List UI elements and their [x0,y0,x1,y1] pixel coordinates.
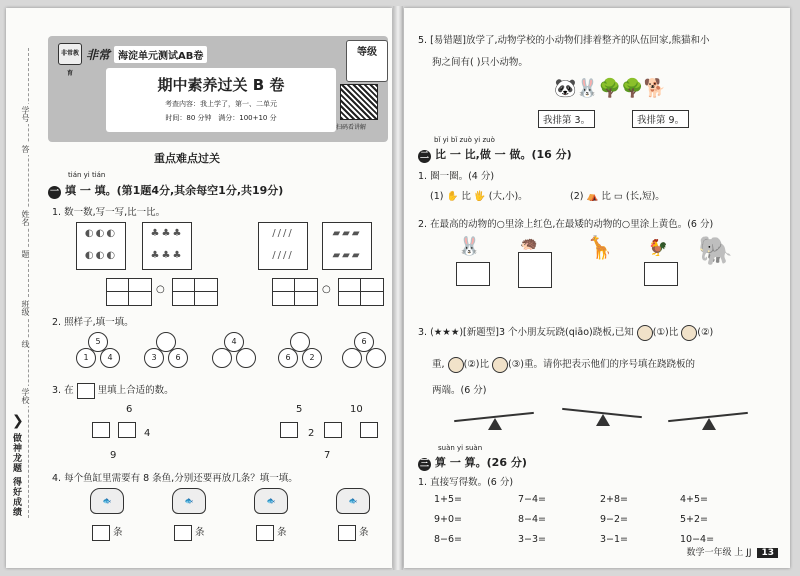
compare-word: 比 [461,191,471,202]
tree-bottom: 9 [110,450,117,461]
tree-value: 4 [144,428,151,439]
rooster-stand [644,262,678,286]
q1-text: 1. 数一数,写一写,比一比。 [52,207,166,218]
equation[interactable]: 9−2= [600,514,629,525]
equation[interactable]: 7−4= [518,494,547,505]
p2q3-line2-b: (②)比 [463,359,489,370]
exam-info [106,113,336,123]
qr-caption: 扫码看讲解 [336,124,367,131]
clover-right[interactable] [236,348,256,368]
giraffe-icon: 🦒 [586,236,614,261]
p2q2-text-b: 里涂上红色,在最矮的动物的 [504,219,622,230]
compare-word: 比 [601,191,611,202]
answer-box[interactable] [280,422,298,438]
page-number: 13 [757,548,778,558]
unit-label: 条 [359,527,369,538]
q4-answer [256,524,287,541]
q4-answer [92,524,123,541]
clover-right[interactable] [366,348,386,368]
p2q3-line3: 两端。(6 分) [432,385,487,396]
p2q3-line2-c: (③)重。请你把表示他们的序号填在跷跷板的 [508,359,695,370]
q4-text: 4. 每个鱼缸里需要有 8 条鱼,分别还要再放几条？填一填。 [52,473,298,484]
answer-box [77,383,95,399]
q3-text-a: 3. 在 [52,385,74,396]
part1-heading [48,182,283,199]
p2q3-line2-a: 重, [432,359,445,370]
slogan: 做神龙题 得好成绩 [11,433,21,518]
clover-left: 3 [144,348,164,368]
title-box [106,68,336,132]
fishbowl-icon: 🐟 [90,488,124,514]
part2-pinyin: bǐ yi bǐ zuò yi zuò [434,136,495,144]
answer-box[interactable] [256,525,274,541]
tree-top: 6 [126,404,133,415]
rabbit-stand [456,262,490,286]
part-number: 一 [49,187,59,197]
q5-text: 5. [易错题]放学了,动物学校的小动物们排着整齐的队伍回家,熊猫和小 [418,35,710,46]
left-page [6,8,392,568]
right-page [404,8,790,568]
equation[interactable]: 10−4= [680,534,715,545]
clover-top: 5 [88,332,108,352]
unit-label: 条 [195,527,205,538]
unit-label: 条 [277,527,287,538]
qr-code-icon[interactable] [340,84,378,120]
item-number: (2) [570,191,584,202]
answer-box[interactable] [174,525,192,541]
q4-answer [338,524,369,541]
q5-text-2: 狗之间有( )只小动物。 [432,57,528,68]
seesaw-icon[interactable] [454,410,534,430]
clover-left[interactable] [212,348,232,368]
answer-grid[interactable] [272,278,318,306]
q3-text [52,382,174,399]
answer-grid[interactable] [338,278,384,306]
elephant-icon: 🐘 [698,234,733,267]
school-label: 学校 [21,388,30,404]
q2-text: 2. 照样子,填一填。 [52,317,134,328]
rabbit-icon: 🐰 [458,236,481,257]
compare-circle[interactable]: ○ [322,284,331,295]
binding-strip [6,8,42,568]
name-label: 姓名 [21,210,30,226]
boy-face-icon [448,357,464,373]
dog-tag: 我排第 9。 [632,110,689,128]
pencils-image: //// //// [258,222,308,270]
rooster-icon: 🐓 [648,238,668,257]
p3q1-text: 1. 直接写得数。(6 分) [418,477,514,488]
clover [76,332,118,362]
answer-box[interactable] [360,422,378,438]
cut-mark: 题 [21,250,30,258]
exam-time: 时间：80 分钟 [165,114,212,122]
hedgehog-icon: 🦔 [520,236,538,252]
p2q3-t1b: (②) [697,327,714,338]
q4-answer [174,524,205,541]
student-number-label: 学号 [21,106,30,122]
clover [144,332,186,362]
level-box [346,40,388,82]
part3-title: 算 一 算。(26 分) [435,456,527,469]
p2q2-text-c: 里涂上黄色。(6 分) [630,219,714,230]
chevron-icon: ❯ [12,413,24,429]
seesaw-icon[interactable] [562,406,642,426]
options: (大,小)。 [488,191,528,202]
answer-grid[interactable] [106,278,152,306]
part3-pinyin: suàn yi suàn [438,444,483,452]
equation[interactable]: 4+5= [680,494,709,505]
pineapples-image: ♣♣♣ ♣♣♣ [142,222,192,270]
section-title: 重点难点过关 [154,152,220,165]
equation[interactable]: 1+5= [434,494,463,505]
brand-logo-icon: 非常教育 [58,43,82,65]
fishbowl-icon: 🐟 [336,488,370,514]
boy-face-icon [681,325,697,341]
class-label: 班级 [21,300,30,316]
part3-heading [418,454,527,471]
equation[interactable]: 5+2= [680,514,709,525]
page-footer [686,545,778,558]
part-number: 二 [419,151,429,161]
equation[interactable]: 8−4= [518,514,547,525]
p2q1-b: (2) ⛺ 比 ▭ (长,短)。 [570,191,665,202]
clover-right: 2 [302,348,322,368]
brand-script: 非常 [86,47,111,62]
fishbowl-icon: 🐟 [172,488,206,514]
answer-box[interactable] [338,525,356,541]
animal-queue-icon: 🐼🐰🌳🌳🐕 [554,78,667,99]
p2q3-text [418,324,713,341]
pumpkins-image: ◐◐◐ ◐◐◐ [76,222,126,270]
level-label: 等级 [357,47,377,58]
brand-name: 海淀单元测试AB卷 [114,46,207,63]
tree-top: 5 [296,404,303,415]
panda-tag: 我排第 3。 [538,110,595,128]
brand [58,44,207,77]
p2q3-text-a: 3. (★★★)[新题型]3 个小朋友玩跷(qiāo)跷板,已知 [418,327,634,338]
compare-circle[interactable]: ○ [156,284,165,295]
girl-face-icon [492,357,508,373]
part-number: 三 [419,459,429,469]
q3-text-b: 里填上合适的数。 [97,385,174,396]
clover-top: 4 [224,332,244,352]
equation[interactable]: 8−6= [434,534,463,545]
p2q2-text-a: 2. 在最高的动物的 [418,219,497,230]
part2-heading [418,146,572,163]
book-gutter [393,6,403,570]
answer-box[interactable] [92,525,110,541]
clover-right: 6 [168,348,188,368]
equation[interactable]: 2+8= [600,494,629,505]
tree-top: 10 [350,404,363,415]
equation[interactable]: 3−1= [600,534,629,545]
equation[interactable]: 3−3= [518,534,547,545]
options: (长,短)。 [625,191,665,202]
answer-box[interactable] [324,422,342,438]
exam-score: 满分：100+10 分 [218,114,277,122]
p2q1-text: 1. 圈一圈。(4 分) [418,171,495,182]
answer-box[interactable] [118,422,136,438]
part1-pinyin: tián yi tián [68,171,106,179]
tree-value: 2 [308,428,315,439]
footer-label: 数学一年级 上 JJ [686,548,752,558]
p2q3-line2 [432,356,695,373]
header-banner [48,36,388,142]
clover-left[interactable] [342,348,362,368]
seesaw-icon[interactable] [668,410,748,430]
equation[interactable]: 9+0= [434,514,463,525]
hedgehog-stand [518,252,552,288]
clover [342,332,384,362]
p2q2-text: 2. 在最高的动物的○里涂上红色,在最矮的动物的○里涂上黄色。(6 分) [418,219,714,230]
p2q1-a: (1) ✋ 比 🖐 (大,小)。 [430,191,528,202]
fishbowl-icon: 🐟 [254,488,288,514]
cut-mark: 答 [21,145,30,153]
answer-grid[interactable] [172,278,218,306]
part2-title: 比 一 比,做 一 做。(16 分) [435,148,572,161]
books-image: ▰▰▰ ▰▰▰ [322,222,372,270]
answer-box[interactable] [92,422,110,438]
cut-mark: 线 [21,340,30,348]
unit-label: 条 [113,527,123,538]
clover-top: 6 [354,332,374,352]
exam-scope: 考查内容：我上学了，第一、二单元 [165,100,277,108]
tree-bottom: 7 [324,450,331,461]
page-title: 期中素养过关 B 卷 [157,76,285,94]
clover-right: 4 [100,348,120,368]
p2q3-t1: (①)比 [652,327,679,338]
clover [212,332,254,362]
clover-left: 1 [76,348,96,368]
clover-left: 6 [278,348,298,368]
item-number: (1) [430,191,444,202]
clover [278,332,320,362]
part1-title: 填 一 填。(第1题4分,其余每空1分,共19分) [65,184,284,197]
girl-face-icon [637,325,653,341]
